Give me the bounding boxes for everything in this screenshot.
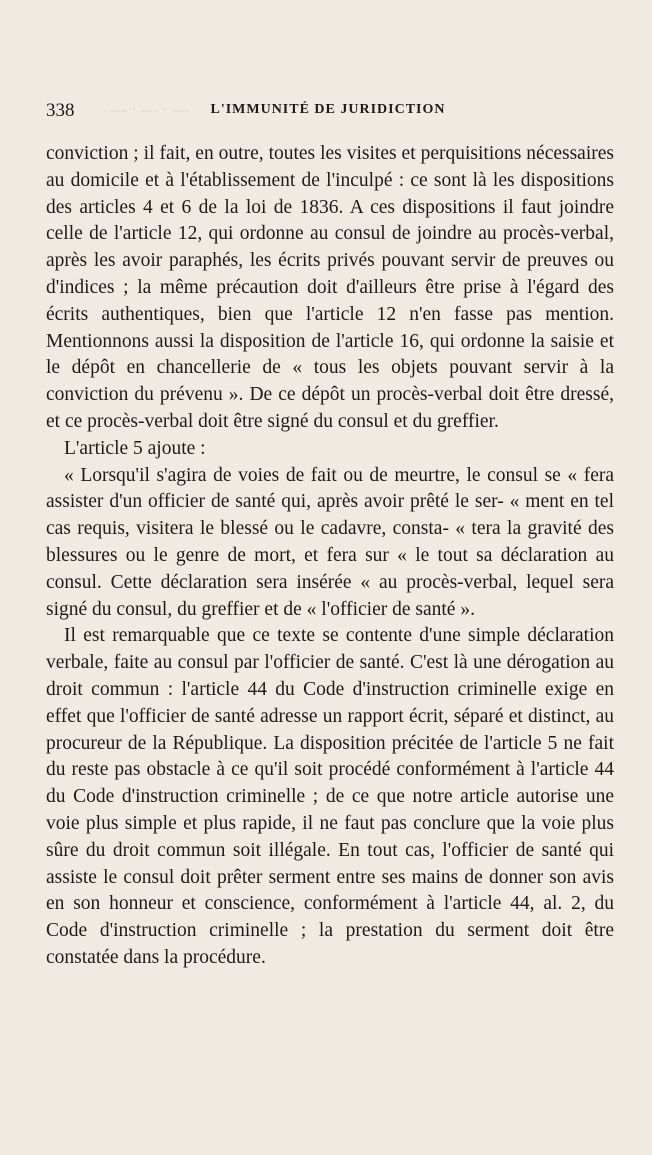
quoted-article: « Lorsqu'il s'agira de voies de fait ou de meurtre, le consul se « fera assister d'un officier de santé qui, après avoir prêté le ser- « ment en tel cas requis, visitera le blessé ou le cadavre, consta- « tera la gravité des blessures ou le genre de mort, et fera sur « le tout sa déclaration au consul. Cette déclaration sera insérée « au procès-verbal, lequel sera signé du consul, du greffier et de « l'officier de santé ». <box>46 464 614 620</box>
page-header <box>44 100 612 128</box>
page-body <box>46 141 614 972</box>
bleed-through-text: — · — · — <box>110 100 190 119</box>
paragraph: Il est remarquable que ce texte se contente d'une simple déclaration verbale, faite au consul par l'officier de santé. C'est là une dérogation au droit commun : l'article 44 du Code d'instruction criminelle exige en effet que l'officier de santé adresse un rapport écrit, séparé et distinct, au procureur de la République. La disposition précitée de l'article 5 ne fait du reste pas obstacle à ce qu'il soit procédé conformément à l'article 44 du Code d'instruction criminelle ; de ce que notre article autorise une voie plus simple et plus rapide, il ne faut pas conclure que la voie plus sûre du droit commun soit illégale. En tout cas, l'officier de santé qui assiste le consul doit prêter serment entre ses mains de donner son avis en son honneur et conscience, conformément à l'article 44, al. 2, du Code d'instruction criminelle ; la prestation du serment doit être constatée dans la procédure. <box>46 625 614 968</box>
paragraph: L'article 5 ajoute : <box>64 437 206 459</box>
page-number: 338 <box>46 100 75 121</box>
running-title: L'IMMUNITÉ DE JURIDICTION <box>210 102 446 117</box>
quotation <box>46 463 614 624</box>
paragraph: conviction ; il fait, en outre, toutes les visites et perquisitions nécessaires au domicile et à l'établissement de l'inculpé : ce sont là les dispositions des articles 4 et 6 de la loi de 1836. A ces dispositions il faut joindre celle de l'article 12, qui ordonne au consul de joindre au procès-verbal, après les avoir paraphés, les écrits privés pouvant servir de preuves ou d'indices ; la même précaution doit d'ailleurs être prise à l'égard des écrits authentiques, bien que l'article 12 n'en fasse pas mention. Mentionnons aussi la disposition de l'article 16, qui ordonne la saisie et le dépôt en chancellerie de « tous les objets pouvant servir à la conviction du prévenu ». De ce dépôt un procès-verbal doit être dressé, et ce procès-verbal doit être signé du consul et du greffier. <box>46 143 614 432</box>
